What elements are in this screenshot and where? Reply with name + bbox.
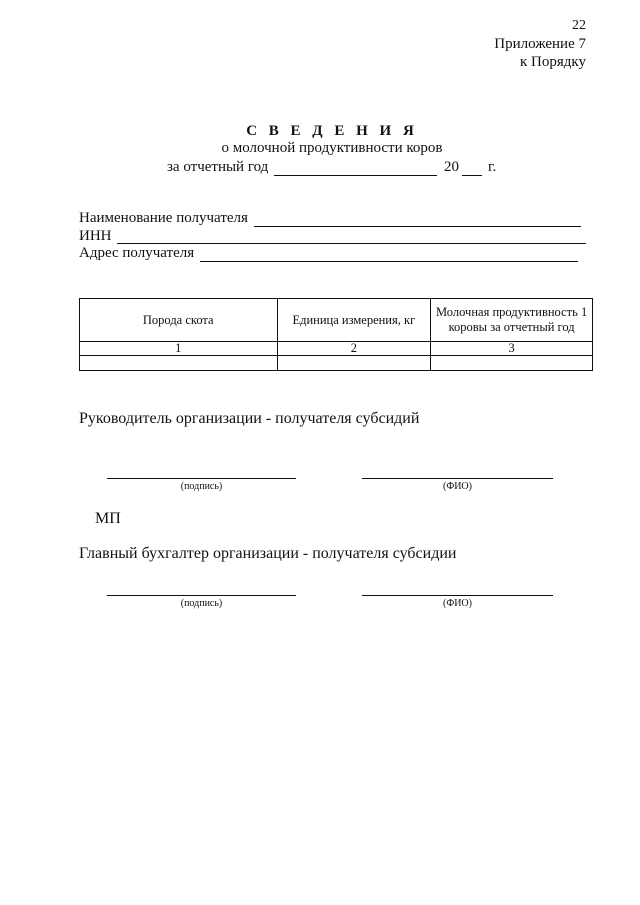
year-prefix: 20 (444, 159, 459, 175)
accountant-name-line (362, 595, 553, 596)
appendix-label: Приложение 7 (494, 36, 586, 52)
head-signature-line (107, 478, 296, 479)
inn-line (117, 243, 586, 244)
table-number-row (80, 342, 593, 356)
head-signature-caption: (подпись) (180, 481, 223, 492)
productivity-table (79, 298, 593, 371)
page-number: 22 (572, 18, 586, 33)
document-subtitle: о молочной продуктивности коров (221, 140, 443, 156)
table-header-row (80, 299, 593, 342)
cell-breed (80, 356, 278, 371)
column-number-2: 2 (277, 342, 431, 356)
appendix-reference: к Порядку (520, 54, 586, 70)
column-number-1: 1 (80, 342, 278, 356)
cell-productivity (431, 356, 593, 371)
cell-unit (277, 356, 431, 371)
year-suffix: г. (488, 159, 497, 175)
accountant-name-caption: (ФИО) (442, 598, 472, 609)
document-title: С В Е Д Е Н И Я (246, 123, 418, 139)
period-label: за отчетный год (167, 159, 269, 175)
column-header-productivity: Молочная продуктивность 1 коровы за отчетный год (431, 299, 593, 342)
accountant-signature-line (107, 595, 296, 596)
head-name-caption: (ФИО) (442, 481, 472, 492)
year-blank (462, 175, 482, 176)
address-label: Адрес получателя (79, 245, 195, 261)
head-signature-label: Руководитель организации - получателя субсидий (79, 410, 420, 427)
column-header-unit: Единица измерения, кг (277, 299, 431, 342)
head-name-line (362, 478, 553, 479)
inn-label: ИНН (79, 228, 112, 244)
recipient-name-label: Наименование получателя (79, 210, 248, 226)
period-blank (274, 175, 437, 176)
accountant-signature-label: Главный бухгалтер организации - получателя субсидии (79, 545, 457, 562)
column-header-breed: Порода скота (80, 299, 278, 342)
recipient-name-line (254, 226, 581, 227)
column-number-3: 3 (431, 342, 593, 356)
accountant-signature-caption: (подпись) (180, 598, 223, 609)
address-line (200, 261, 578, 262)
stamp-label: МП (95, 510, 121, 527)
table-row (80, 356, 593, 371)
